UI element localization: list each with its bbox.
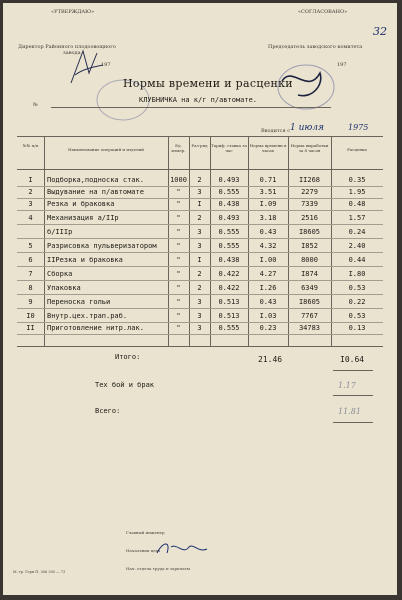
cell-grade: I bbox=[197, 200, 202, 208]
defect-value: 1.17 bbox=[338, 381, 356, 390]
cell-time: I.26 bbox=[259, 284, 277, 292]
cell-unit: " bbox=[176, 214, 181, 222]
effective-date-value: 1 июля bbox=[290, 123, 324, 133]
year-left: 197 bbox=[101, 62, 111, 68]
cell-price: 0.13 bbox=[348, 324, 366, 332]
cell-unit: " bbox=[176, 298, 181, 306]
shop-head-label: Начальник цеха bbox=[126, 548, 161, 553]
cell-output: 8000 bbox=[301, 256, 318, 264]
cell-output: 7767 bbox=[301, 312, 318, 320]
cell-rate: 0.422 bbox=[218, 284, 240, 292]
cell-time: I.03 bbox=[259, 312, 277, 320]
cell-price: 0.53 bbox=[348, 312, 366, 320]
cell-operation: IIРезка и браковка bbox=[47, 256, 123, 264]
cell-price: 0.53 bbox=[348, 284, 366, 292]
cell-output: I874 bbox=[301, 270, 318, 278]
director-factory: завода bbox=[63, 50, 81, 56]
cell-num: 9 bbox=[28, 298, 33, 306]
cell-grade: 3 bbox=[197, 324, 202, 332]
cell-time: I.09 bbox=[259, 200, 277, 208]
cell-output: II268 bbox=[298, 176, 321, 184]
row-divider bbox=[17, 224, 383, 225]
cell-operation: Внутр.цех.трап.раб. bbox=[47, 312, 128, 320]
row-divider bbox=[17, 266, 383, 267]
cell-operation: Выдувание на п/автомате bbox=[47, 188, 144, 196]
approved-label: «УТВЕРЖДАЮ» bbox=[51, 9, 95, 15]
cell-operation: Механизация а/IIр bbox=[47, 214, 119, 222]
cell-num: 3 bbox=[28, 200, 33, 208]
cell-time: 4.32 bbox=[259, 242, 277, 250]
cell-unit: " bbox=[176, 270, 181, 278]
cell-price: 1.95 bbox=[348, 188, 366, 196]
cell-grade: 2 bbox=[197, 176, 202, 184]
cell-unit: " bbox=[176, 188, 181, 196]
col-header-operation: Наименование операций и изделий bbox=[68, 147, 144, 152]
cell-operation: б/IIIр bbox=[47, 228, 73, 236]
cell-num: I0 bbox=[26, 312, 35, 320]
cell-rate: 0.438 bbox=[218, 256, 240, 264]
row-divider bbox=[17, 294, 383, 295]
row-divider bbox=[17, 210, 383, 211]
cell-operation: Резка и браковка bbox=[47, 200, 115, 208]
chief-engineer-label: Главный инженер bbox=[126, 530, 165, 535]
col-header-time: Норма времени в часах bbox=[249, 143, 287, 153]
cell-operation: Приготовление нитр.лак. bbox=[47, 324, 144, 332]
grand-total-value: 11.81 bbox=[338, 407, 361, 416]
row-divider bbox=[17, 238, 383, 239]
cell-rate: 0.555 bbox=[218, 228, 240, 236]
cell-rate: 0.555 bbox=[218, 242, 240, 250]
cell-unit: " bbox=[176, 256, 181, 264]
year-right: 197 bbox=[337, 62, 347, 68]
cell-num: I bbox=[28, 176, 33, 184]
col-header-num: №№ п/п bbox=[22, 143, 39, 148]
cell-time: 4.27 bbox=[259, 270, 277, 278]
agreed-label: «СОГЛАСОВАНО» bbox=[298, 9, 348, 15]
total-time: 21.46 bbox=[258, 355, 283, 364]
cell-time: I.00 bbox=[259, 256, 277, 264]
cell-output: I8605 bbox=[298, 298, 321, 306]
cell-rate: 0.493 bbox=[218, 214, 240, 222]
row-divider bbox=[17, 280, 383, 281]
document-subtitle: КЛУБНИЧКА на к/г п/автомате. bbox=[139, 96, 258, 104]
cell-price: 0.24 bbox=[348, 228, 366, 236]
cell-price: 0.35 bbox=[348, 176, 366, 184]
cell-time: 0.71 bbox=[259, 176, 277, 184]
cell-grade: 2 bbox=[197, 270, 202, 278]
defect-label: Тех бой и брак bbox=[95, 381, 155, 389]
cell-output: 34783 bbox=[298, 324, 321, 332]
cell-output: 7339 bbox=[301, 200, 318, 208]
cell-grade: 3 bbox=[197, 188, 202, 196]
cell-unit: " bbox=[176, 200, 181, 208]
director-line: Директор Районного плодоовощного bbox=[18, 44, 116, 50]
document-title: Нормы времени и расценки bbox=[123, 77, 293, 90]
cell-operation: Подборка,подноска стак. bbox=[47, 176, 144, 184]
cell-output: 2279 bbox=[301, 188, 318, 196]
cell-operation: Разрисовка пульверизатором bbox=[47, 242, 157, 250]
grand-total-label: Всего: bbox=[95, 407, 121, 415]
cell-price: I.80 bbox=[348, 270, 366, 278]
cell-grade: 3 bbox=[197, 242, 202, 250]
cell-rate: 0.513 bbox=[218, 312, 240, 320]
cell-rate: 0.422 bbox=[218, 270, 240, 278]
cell-num: II bbox=[26, 324, 35, 332]
cell-unit: " bbox=[176, 312, 181, 320]
cell-rate: 0.493 bbox=[218, 176, 240, 184]
cell-num: 6 bbox=[28, 256, 33, 264]
effective-date-label: Вводится с bbox=[261, 128, 291, 134]
cell-grade: 3 bbox=[197, 312, 202, 320]
cell-num: 7 bbox=[28, 270, 33, 278]
cell-unit: " bbox=[176, 242, 181, 250]
col-header-grade: Раз-ряд bbox=[191, 143, 208, 148]
col-header-rate: Тариф. ставка за час bbox=[211, 143, 247, 153]
cell-price: 1.57 bbox=[348, 214, 366, 222]
cell-operation: Упаковка bbox=[47, 284, 81, 292]
cell-num: 2 bbox=[28, 188, 33, 196]
cell-time: 0.43 bbox=[259, 298, 277, 306]
row-divider bbox=[17, 252, 383, 253]
total-price: I0.64 bbox=[340, 355, 365, 364]
labor-dept-label: Нач. отдела труда и зарплаты bbox=[126, 566, 191, 571]
cell-grade: I bbox=[197, 256, 202, 264]
row-divider bbox=[17, 308, 383, 309]
col-header-price: Расценка bbox=[347, 147, 367, 152]
cell-operation: Переноска гольи bbox=[47, 298, 111, 306]
cell-rate: 0.555 bbox=[218, 324, 240, 332]
cell-price: 0.44 bbox=[348, 256, 366, 264]
cell-num: 8 bbox=[28, 284, 33, 292]
document-page bbox=[3, 3, 397, 595]
total-label: Итого: bbox=[115, 353, 141, 361]
cell-rate: 0.555 bbox=[218, 188, 240, 196]
number-prefix: № bbox=[33, 102, 38, 108]
cell-output: I8605 bbox=[298, 228, 321, 236]
cell-num: 4 bbox=[28, 214, 33, 222]
form-code: М. тр. Герп П. 306 300 — 73 bbox=[13, 570, 66, 574]
cell-unit: " bbox=[176, 284, 181, 292]
cell-price: 2.40 bbox=[348, 242, 366, 250]
col-header-unit: Ед. измер. bbox=[171, 143, 186, 153]
cell-rate: 0.513 bbox=[218, 298, 240, 306]
cell-price: 0.48 bbox=[348, 200, 366, 208]
committee-line: Председатель заводского комитета bbox=[268, 44, 363, 50]
cell-unit: " bbox=[176, 228, 181, 236]
cell-output: 6349 bbox=[301, 284, 318, 292]
cell-time: 3.18 bbox=[259, 214, 277, 222]
cell-unit: " bbox=[176, 324, 181, 332]
cell-price: 0.22 bbox=[348, 298, 366, 306]
cell-unit: 1000 bbox=[170, 176, 187, 184]
effective-year: 1975 bbox=[348, 123, 369, 132]
col-header-output: Норма выработки за 8 часов bbox=[290, 143, 329, 153]
cell-time: 3.51 bbox=[259, 188, 277, 196]
page-number: 32 bbox=[373, 25, 387, 38]
cell-grade: 2 bbox=[197, 284, 202, 292]
cell-grade: 2 bbox=[197, 214, 202, 222]
cell-grade: 3 bbox=[197, 228, 202, 236]
row-divider bbox=[17, 334, 383, 335]
cell-grade: 3 bbox=[197, 298, 202, 306]
cell-num: 5 bbox=[28, 242, 33, 250]
signature-shop-head bbox=[153, 539, 213, 559]
cell-time: 0.23 bbox=[259, 324, 277, 332]
cell-rate: 0.438 bbox=[218, 200, 240, 208]
cell-output: 2516 bbox=[301, 214, 318, 222]
cell-output: I852 bbox=[301, 242, 318, 250]
cell-operation: Сборка bbox=[47, 270, 73, 278]
cell-time: 0.43 bbox=[259, 228, 277, 236]
